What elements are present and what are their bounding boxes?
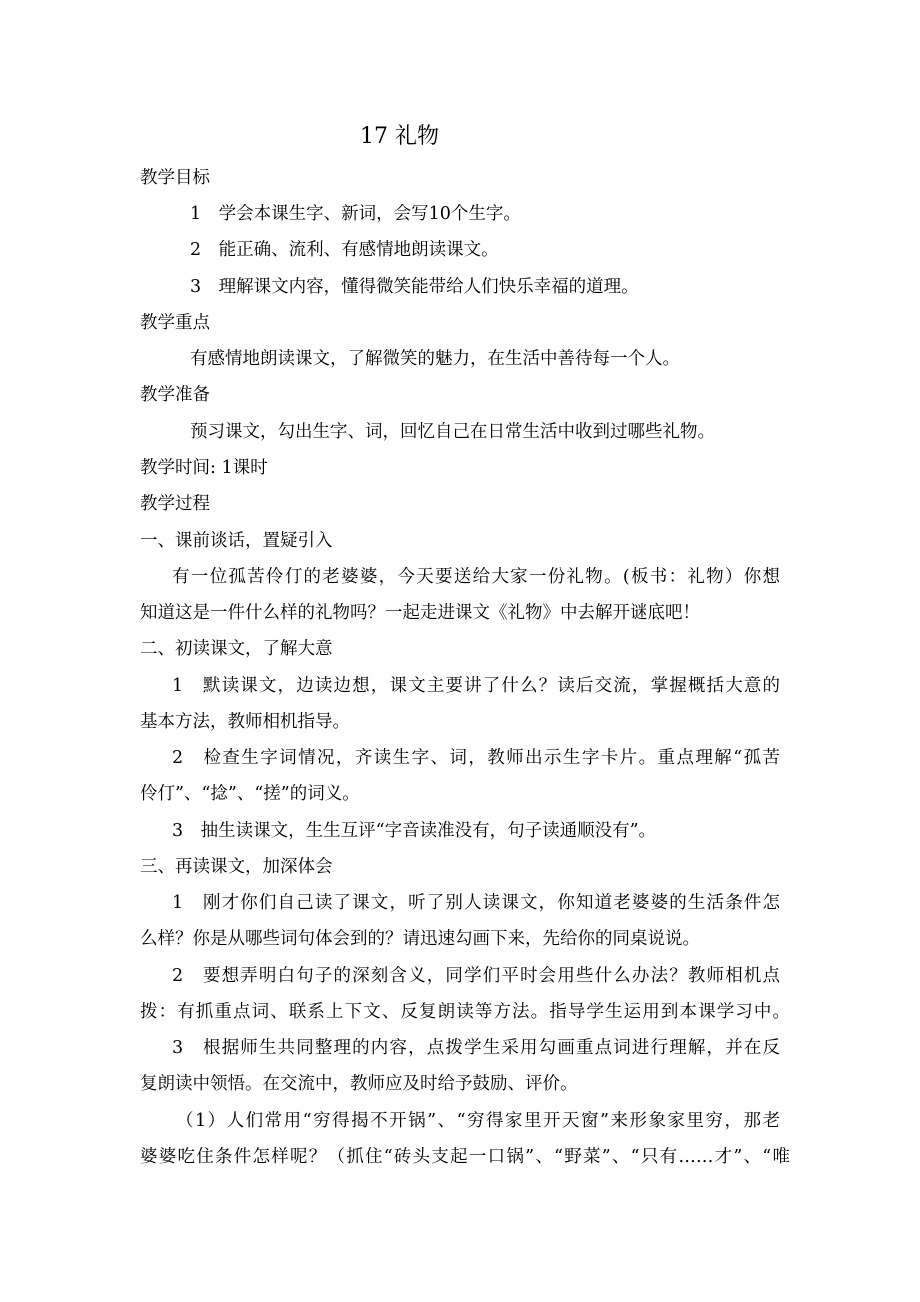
objectives-heading: 教学目标 — [140, 168, 210, 188]
objective-item: 2 能正确、流利、有感情地朗读课文。 — [190, 240, 499, 260]
paragraph-line: 3 抽生读课文，生生互评“字音读准没有，句子读通顺没有”。 — [172, 821, 657, 841]
paragraph-line: 拨：有抓重点词、联系上下文、反复朗读等方法。指导学生运用到本课学习中。 — [140, 1002, 790, 1022]
preparation-text: 预习课文，勾出生字、词，回忆自己在日常生活中收到过哪些礼物。 — [190, 422, 715, 442]
paragraph-line: 婆婆吃住条件怎样呢？（抓住“砖头支起一口锅”、“野菜”、“只有……才”、“唯 — [140, 1147, 790, 1167]
paragraph-line: 基本方法，教师相机指导。 — [140, 712, 350, 732]
paragraph-line: （1）人们常用“穷得揭不开锅”、“穷得家里开天窗”来形象家里穷，那老 — [176, 1111, 780, 1131]
paragraph-line: 1 刚才你们自己读了课文，听了别人读课文，你知道老婆婆的生活条件怎 — [172, 893, 780, 913]
preparation-heading: 教学准备 — [140, 385, 210, 405]
paragraph-line: 知道这是一件什么样的礼物吗？一起走进课文《礼物》中去解开谜底吧！ — [140, 603, 700, 623]
paragraph-line: 有一位孤苦伶仃的老婆婆，今天要送给大家一份礼物。(板书：礼物）你想 — [172, 567, 780, 587]
section-2-heading: 二、初读课文，了解大意 — [140, 639, 333, 659]
objective-item: 1 学会本课生字、新词，会写10个生字。 — [190, 204, 521, 224]
process-heading: 教学过程 — [140, 494, 210, 514]
paragraph-line: 1 默读课文，边读边想，课文主要讲了什么？读后交流，掌握概括大意的 — [172, 676, 780, 696]
key-points-heading: 教学重点 — [140, 313, 210, 333]
paragraph-line: 2 检查生字词情况，齐读生字、词，教师出示生字卡片。重点理解“孤苦 — [172, 748, 780, 768]
paragraph-line: 3 根据师生共同整理的内容，点拨学生采用勾画重点词进行理解，并在反 — [172, 1038, 780, 1058]
paragraph-line: 复朗读中领悟。在交流中，教师应及时给予鼓励、评价。 — [140, 1074, 578, 1094]
paragraph-line: 2 要想弄明白句子的深刻含义，同学们平时会用些什么办法？教师相机点 — [172, 966, 780, 986]
page-title: 17 礼物 — [360, 124, 439, 149]
objective-item: 3 理解课文内容，懂得微笑能带给人们快乐幸福的道理。 — [190, 277, 639, 297]
section-1-heading: 一、课前谈话，置疑引入 — [140, 531, 333, 551]
paragraph-line: 么样？你是从哪些词句体会到的？请迅速勾画下来，先给你的同桌说说。 — [140, 929, 700, 949]
teaching-time: 教学时间: 1课时 — [140, 458, 268, 478]
paragraph-line: 伶仃”、“捻”、“搓”的词义。 — [140, 784, 360, 804]
section-3-heading: 三、再读课文，加深体会 — [140, 857, 333, 877]
key-points-text: 有感情地朗读课文，了解微笑的魅力，在生活中善待每一个人。 — [190, 349, 680, 369]
